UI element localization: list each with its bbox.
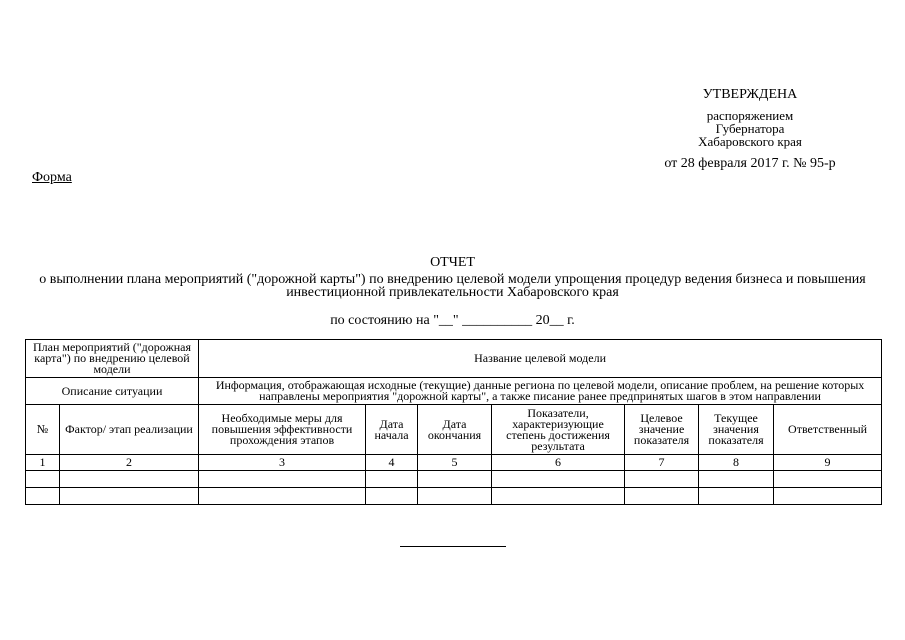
approved-title: УТВЕРЖДЕНА <box>702 87 798 102</box>
footer-divider-line <box>400 546 506 547</box>
column-number: 6 <box>492 455 625 471</box>
column-number: 1 <box>26 455 60 471</box>
header-current-value: Текущее значения показателя <box>699 405 774 455</box>
approved-line-1: распоряжением <box>706 108 794 123</box>
column-number: 9 <box>774 455 882 471</box>
model-name-cell: Название целевой модели <box>199 340 882 378</box>
report-as-of-date: по состоянию на "__" __________ 20__ г. <box>330 313 575 328</box>
header-factor: Фактор/ этап реализации <box>60 405 199 455</box>
empty-cell <box>26 471 60 488</box>
plan-row <box>26 340 882 378</box>
empty-cell <box>699 471 774 488</box>
header-row <box>26 405 882 455</box>
header-number: № <box>26 405 60 455</box>
empty-cell <box>699 488 774 505</box>
empty-cell <box>60 471 199 488</box>
column-number-row <box>26 455 882 471</box>
empty-cell <box>199 471 366 488</box>
header-target-value: Целевое значение показателя <box>625 405 699 455</box>
column-number: 8 <box>699 455 774 471</box>
header-measures: Необходимые меры для повышения эффективности прохождения этапов <box>199 405 366 455</box>
plan-label-cell: План мероприятий ("дорожная карта") по внедрению целевой модели <box>26 340 199 378</box>
report-table <box>25 339 882 505</box>
header-start-date: Дата начала <box>366 405 418 455</box>
column-number: 3 <box>199 455 366 471</box>
empty-cell <box>625 488 699 505</box>
approved-line-3: Хабаровского края <box>698 134 802 149</box>
description-text-cell: Информация, отображающая исходные (текущие) данные региона по целевой модели, описание проблем, на решение которых направлены мероприятия "дорожной карты", а также писание ранее предпринятых шагов в этом направлении <box>199 378 882 405</box>
column-number: 5 <box>418 455 492 471</box>
empty-cell <box>492 488 625 505</box>
empty-cell <box>199 488 366 505</box>
description-row <box>26 378 882 405</box>
empty-cell <box>26 488 60 505</box>
empty-cell <box>774 488 882 505</box>
empty-cell <box>774 471 882 488</box>
column-number: 4 <box>366 455 418 471</box>
approval-date: от 28 февраля 2017 г. № 95-р <box>664 156 836 171</box>
empty-cell <box>60 488 199 505</box>
approved-line-2: Губернатора <box>715 121 785 136</box>
empty-row <box>26 488 882 505</box>
header-responsible: Ответственный <box>774 405 882 455</box>
empty-cell <box>418 488 492 505</box>
approval-block <box>650 88 850 148</box>
empty-cell <box>366 488 418 505</box>
column-number: 7 <box>625 455 699 471</box>
header-indicators: Показатели, характеризующие степень достижения результата <box>492 405 625 455</box>
report-title: ОТЧЕТ <box>430 255 475 270</box>
empty-cell <box>625 471 699 488</box>
empty-cell <box>492 471 625 488</box>
empty-cell <box>366 471 418 488</box>
column-number: 2 <box>60 455 199 471</box>
empty-cell <box>418 471 492 488</box>
description-label-cell: Описание ситуации <box>26 378 199 405</box>
report-subtitle: о выполнении плана мероприятий ("дорожной карты") по внедрению целевой модели упрощения процедур ведения бизнеса и повышения инвестиционной привлекательности Хабаровского края <box>39 272 866 300</box>
form-label: Форма <box>32 170 72 185</box>
header-end-date: Дата окончания <box>418 405 492 455</box>
empty-row <box>26 471 882 488</box>
